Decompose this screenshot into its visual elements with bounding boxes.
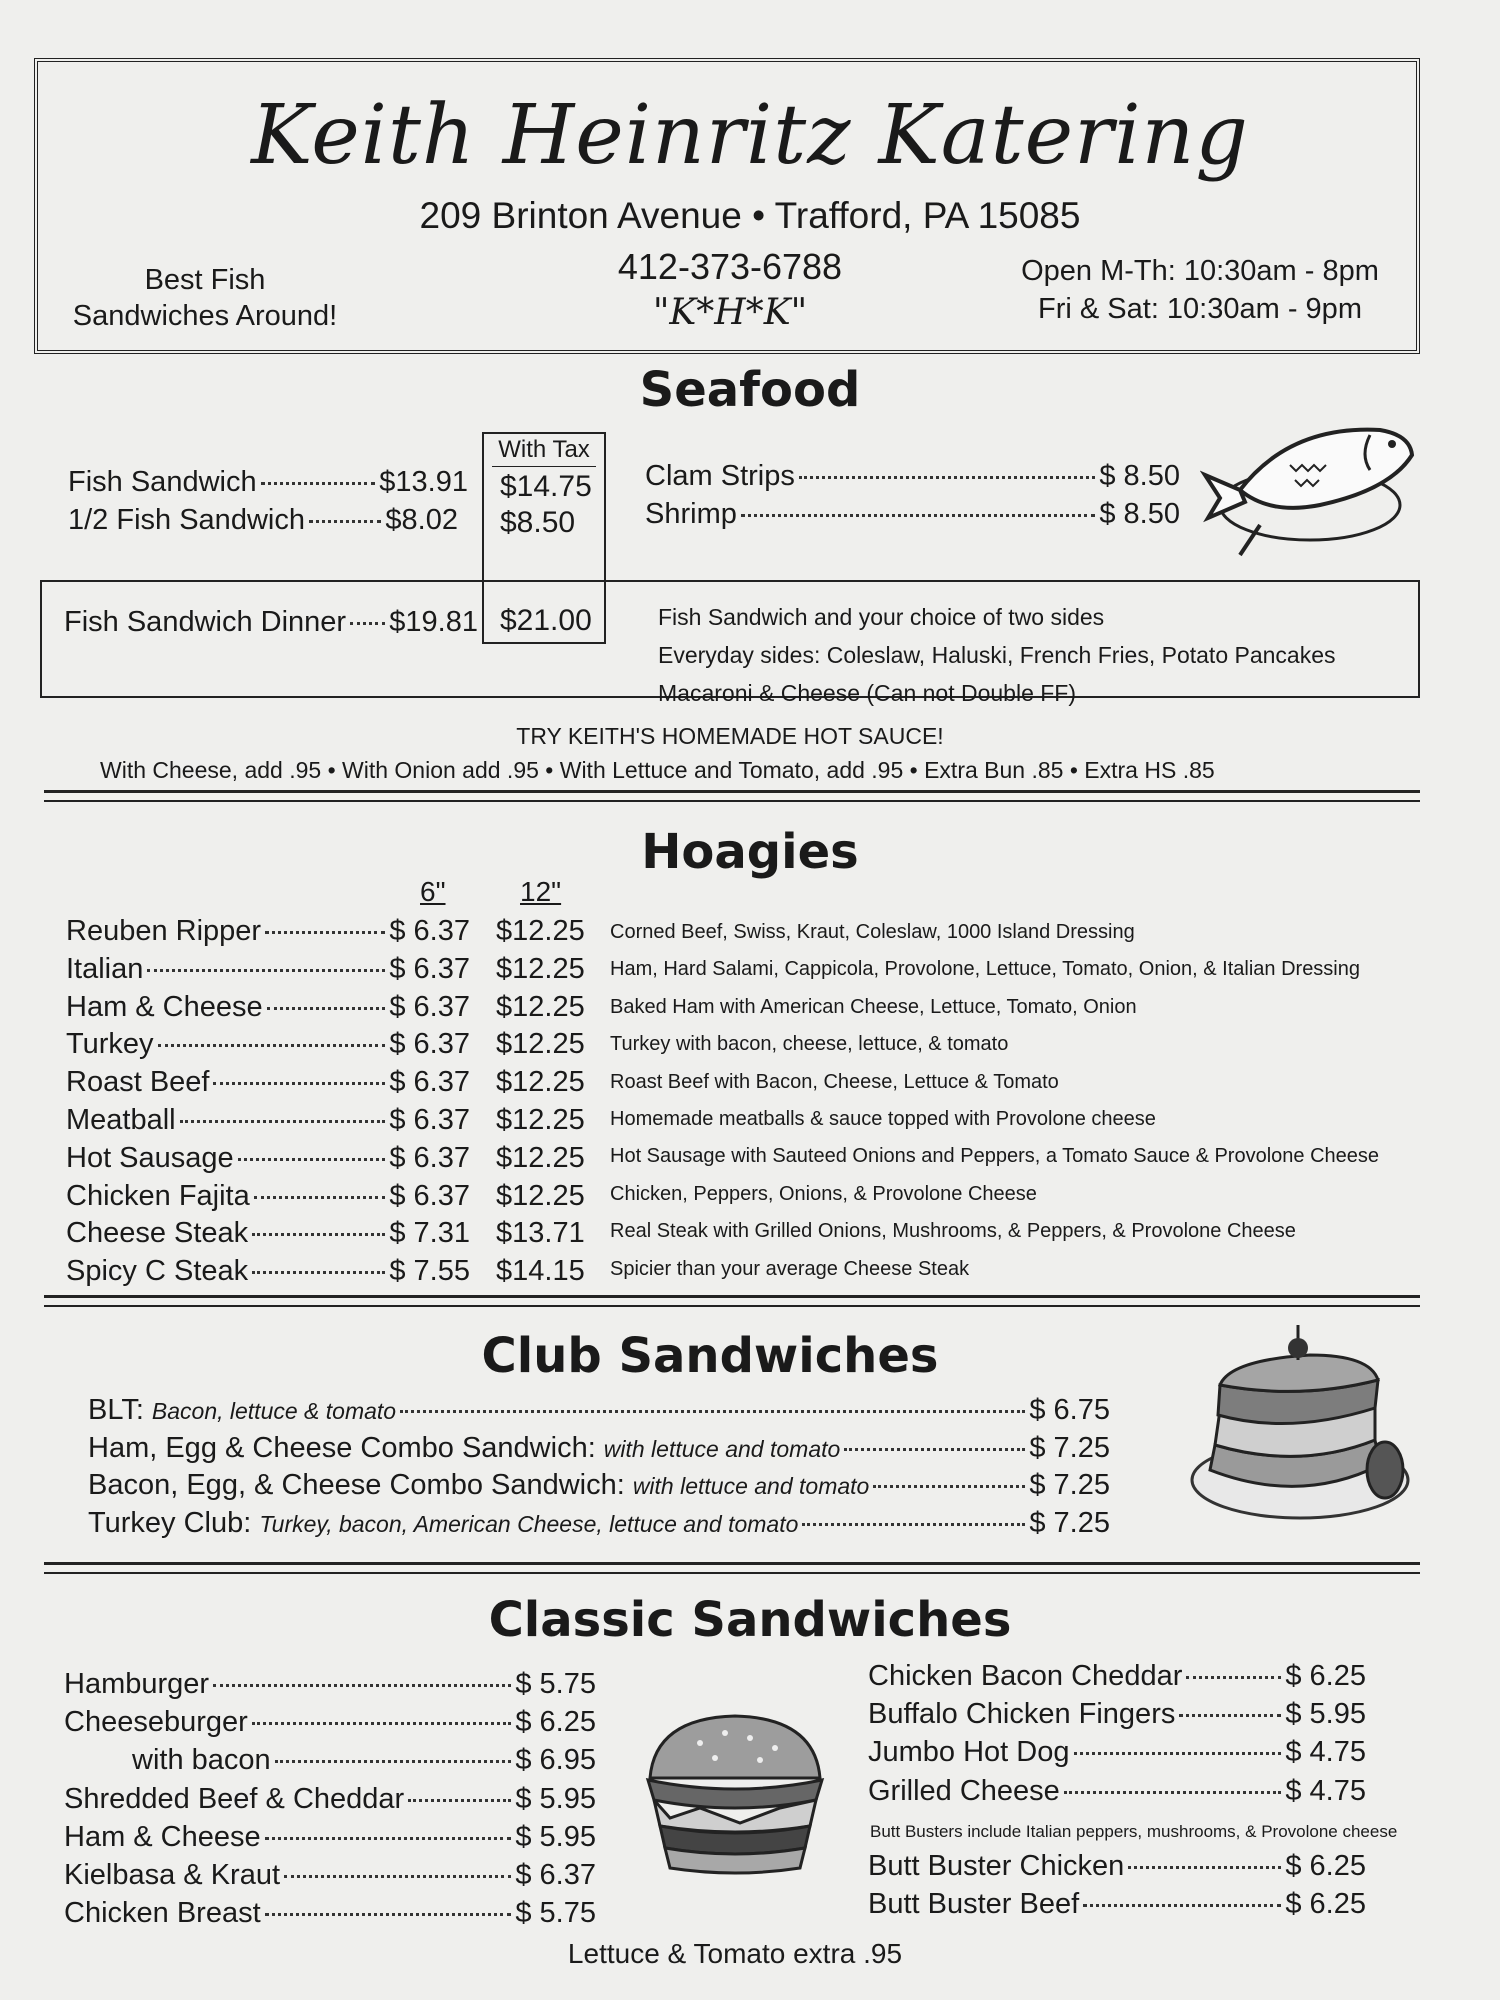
item-price: $ 5.75 xyxy=(515,1668,596,1700)
hoagie-price-12: $13.71 xyxy=(496,1217,585,1250)
seafood-tax-price: $8.50 xyxy=(500,506,576,539)
item-name: Fish Sandwich Dinner xyxy=(64,606,347,638)
club-title: Club Sandwiches xyxy=(481,1328,939,1384)
item-price: $ 6.75 xyxy=(1029,1394,1110,1426)
hours-line: Fri & Sat: 10:30am - 9pm xyxy=(1038,293,1362,325)
hoagie-description: Hot Sausage with Sauteed Onions and Peppers, a Tomato Sauce & Provolone Cheese xyxy=(610,1145,1380,1168)
classic-item xyxy=(64,1821,596,1854)
item-name: Chicken Fajita xyxy=(66,1179,250,1212)
item-price: $ 5.95 xyxy=(1285,1698,1366,1731)
hoagie-description: Homemade meatballs & sauce topped with Provolone cheese xyxy=(610,1108,1156,1130)
item-price: $ 7.25 xyxy=(1029,1506,1110,1539)
item-name: Ham, Egg & Cheese Combo Sandwich: xyxy=(88,1431,596,1464)
classic-item xyxy=(868,1775,1366,1808)
hoagie-price-12: $12.25 xyxy=(496,915,585,947)
best-fish-slogan xyxy=(50,262,360,334)
leader-dots xyxy=(252,1233,385,1236)
classic-item xyxy=(868,1660,1366,1693)
dinner-desc-line: Fish Sandwich and your choice of two sides xyxy=(658,604,1105,630)
hoagie-price-12: $12.25 xyxy=(496,1028,585,1061)
item-price: $8.02 xyxy=(385,504,458,536)
hoagie-description: Turkey with bacon, cheese, lettuce, & tomato xyxy=(610,1033,1009,1056)
item-price: $ 7.31 xyxy=(389,1217,470,1250)
hours xyxy=(1000,252,1400,328)
butt-buster-item xyxy=(868,1888,1366,1921)
dinner-item xyxy=(64,606,478,639)
item-description: with lettuce and tomato xyxy=(632,1473,870,1499)
club-sandwich-illustration xyxy=(1180,1320,1410,1530)
hoagie-description: Spicier than your average Cheese Steak xyxy=(610,1257,970,1280)
hoagie-item xyxy=(66,1217,470,1250)
club-item xyxy=(88,1507,1110,1540)
item-price: $ 8.50 xyxy=(1099,498,1180,530)
leader-dots xyxy=(265,1913,512,1916)
leader-dots xyxy=(1179,1714,1281,1717)
slogan-line: Best Fish xyxy=(144,264,266,296)
leader-dots xyxy=(265,1837,512,1840)
item-price: $13.91 xyxy=(379,466,468,498)
hoagie-description: Corned Beef, Swiss, Kraut, Coleslaw, 1000 Island Dressing xyxy=(610,921,1135,943)
item-name: with bacon xyxy=(132,1744,271,1777)
hoagie-price-12: $12.25 xyxy=(496,1104,585,1136)
seafood-item xyxy=(68,466,468,499)
item-name: Kielbasa & Kraut xyxy=(64,1859,281,1891)
item-name: Hamburger xyxy=(64,1668,210,1700)
club-item xyxy=(88,1432,1110,1465)
item-price: $ 6.25 xyxy=(1285,1660,1366,1692)
leader-dots xyxy=(350,622,385,625)
item-price: $ 6.37 xyxy=(389,1179,470,1212)
dinner-tax-price: $21.00 xyxy=(500,604,592,637)
leader-dots xyxy=(213,1684,511,1687)
addons: With Cheese, add .95 • With Onion add .95 • With Lettuce and Tomato, add .95 • Extra Bun .85 • Extra HS .85 xyxy=(100,757,1215,783)
hoagie-price-12: $12.25 xyxy=(496,1141,585,1174)
item-price: $ 6.37 xyxy=(389,1028,470,1061)
item-name: Ham & Cheese xyxy=(64,1820,261,1853)
leader-dots xyxy=(1064,1791,1282,1794)
classic-item xyxy=(64,1744,596,1777)
classic-item xyxy=(868,1736,1366,1769)
hours-line: Open M-Th: 10:30am - 8pm xyxy=(1021,255,1379,287)
item-name: BLT: xyxy=(88,1394,144,1426)
leader-dots xyxy=(873,1485,1025,1488)
item-name: Fish Sandwich xyxy=(68,466,257,498)
hoagie-item xyxy=(66,953,470,986)
divider xyxy=(44,1562,1420,1574)
leader-dots xyxy=(158,1044,386,1047)
item-name: Bacon, Egg, & Cheese Combo Sandwich: xyxy=(88,1469,625,1501)
hoagie-description: Baked Ham with American Cheese, Lettuce, Tomato, Onion xyxy=(610,995,1137,1018)
hoagie-item xyxy=(66,1104,470,1137)
classic-item xyxy=(64,1783,596,1816)
item-price: $ 6.37 xyxy=(389,915,470,947)
butt-buster-note: Butt Busters include Italian peppers, mushrooms, & Provolone cheese xyxy=(870,1822,1398,1841)
leader-dots xyxy=(238,1158,386,1161)
item-name: Grilled Cheese xyxy=(868,1774,1060,1807)
hoagie-description: Chicken, Peppers, Onions, & Provolone Cheese xyxy=(610,1182,1037,1205)
item-price: $ 6.25 xyxy=(1285,1850,1366,1882)
item-name: Buffalo Chicken Fingers xyxy=(868,1698,1176,1731)
item-name: Reuben Ripper xyxy=(66,915,262,947)
item-price: $ 6.37 xyxy=(389,952,470,985)
hoagie-price-12: $12.25 xyxy=(496,990,585,1023)
club-item xyxy=(88,1469,1110,1502)
item-price: $ 6.37 xyxy=(515,1859,596,1891)
seafood-item xyxy=(645,498,1180,531)
hoagie-price-12: $12.25 xyxy=(496,952,585,985)
hoagie-description: Real Steak with Grilled Onions, Mushrooms, & Peppers, & Provolone Cheese xyxy=(610,1220,1296,1243)
item-price: $ 7.55 xyxy=(389,1255,470,1288)
leader-dots xyxy=(799,476,1096,479)
seafood-tax-price: $14.75 xyxy=(500,470,592,503)
item-name: Clam Strips xyxy=(645,460,795,492)
hoagie-price-12: $14.15 xyxy=(496,1255,585,1288)
divider xyxy=(44,1295,1420,1307)
tagline: "K*H*K" xyxy=(652,292,808,333)
item-price: $ 5.75 xyxy=(515,1897,596,1930)
dinner-desc-line: Everyday sides: Coleslaw, Haluski, French Fries, Potato Pancakes xyxy=(658,642,1336,668)
leader-dots xyxy=(408,1799,511,1802)
item-price: $ 6.37 xyxy=(389,1066,470,1099)
item-price: $ 6.37 xyxy=(389,1141,470,1174)
item-name: Turkey xyxy=(66,1028,154,1061)
size-12-header: 12" xyxy=(520,876,562,907)
leader-dots xyxy=(1186,1676,1281,1679)
seafood-item xyxy=(645,460,1180,493)
item-price: $ 7.25 xyxy=(1029,1431,1110,1464)
item-price: $ 6.95 xyxy=(515,1744,596,1777)
item-name: Roast Beef xyxy=(66,1066,210,1099)
item-name: Hot Sausage xyxy=(66,1141,234,1174)
divider xyxy=(44,790,1420,802)
item-price: $ 5.95 xyxy=(515,1782,596,1815)
item-price: $19.81 xyxy=(389,606,478,638)
item-description: Bacon, lettuce & tomato xyxy=(151,1398,397,1424)
item-price: $ 8.50 xyxy=(1099,460,1180,492)
classic-item xyxy=(64,1859,596,1892)
leader-dots xyxy=(254,1196,386,1199)
fish-illustration xyxy=(1200,410,1420,560)
leader-dots xyxy=(275,1760,512,1763)
address: 209 Brinton Avenue • Trafford, PA 15085 xyxy=(419,195,1081,236)
hoagie-item xyxy=(66,1066,470,1099)
item-name: Italian xyxy=(66,952,144,985)
item-name: Shrimp xyxy=(645,498,737,530)
item-price: $ 6.37 xyxy=(389,990,470,1023)
size-6-header: 6" xyxy=(420,876,446,907)
item-name: Meatball xyxy=(66,1104,176,1136)
leader-dots xyxy=(180,1120,386,1123)
leader-dots xyxy=(1128,1866,1281,1869)
leader-dots xyxy=(802,1523,1025,1526)
slogan-line: Sandwiches Around! xyxy=(72,300,338,332)
item-name: Chicken Bacon Cheddar xyxy=(868,1660,1183,1692)
item-name: Spicy C Steak xyxy=(66,1255,249,1288)
classic-item xyxy=(64,1897,596,1930)
business-name: Keith Heinritz Katering xyxy=(251,88,1249,183)
hoagie-description: Ham, Hard Salami, Cappicola, Provolone, Lettuce, Tomato, Onion, & Italian Dressing xyxy=(610,958,1360,981)
leader-dots xyxy=(1074,1752,1282,1755)
leader-dots xyxy=(252,1722,512,1725)
butt-buster-item xyxy=(868,1850,1366,1883)
leader-dots xyxy=(267,1007,386,1010)
with-tax-label: With Tax xyxy=(498,436,590,463)
item-name: Butt Buster Chicken xyxy=(868,1850,1125,1882)
item-price: $ 7.25 xyxy=(1029,1469,1110,1501)
item-name: 1/2 Fish Sandwich xyxy=(68,504,305,536)
leader-dots xyxy=(252,1271,385,1274)
item-price: $ 4.75 xyxy=(1285,1736,1366,1769)
dinner-desc-line: Macaroni & Cheese (Can not Double FF) xyxy=(658,680,1077,706)
with-tax-underline xyxy=(492,466,596,467)
leader-dots xyxy=(265,931,385,934)
seafood-title: Seafood xyxy=(639,362,861,418)
item-price: $ 4.75 xyxy=(1285,1774,1366,1807)
item-name: Shredded Beef & Cheddar xyxy=(64,1782,405,1815)
item-name: Butt Buster Beef xyxy=(868,1888,1080,1921)
seafood-item xyxy=(68,504,458,537)
hoagies-title: Hoagies xyxy=(641,824,859,880)
item-name: Cheeseburger xyxy=(64,1706,248,1739)
leader-dots xyxy=(284,1875,511,1878)
leader-dots xyxy=(400,1410,1025,1413)
item-name: Jumbo Hot Dog xyxy=(868,1736,1070,1769)
leader-dots xyxy=(147,969,385,972)
item-name: Ham & Cheese xyxy=(66,990,263,1023)
hoagie-item xyxy=(66,915,470,948)
hoagie-item xyxy=(66,1142,470,1175)
classic-title: Classic Sandwiches xyxy=(488,1592,1012,1648)
leader-dots xyxy=(1083,1904,1281,1907)
leader-dots xyxy=(261,482,376,485)
classic-item xyxy=(868,1698,1366,1731)
item-price: $ 6.25 xyxy=(515,1706,596,1739)
item-description: Turkey, bacon, American Cheese, lettuce and tomato xyxy=(259,1510,799,1537)
hoagie-item xyxy=(66,1180,470,1213)
hot-sauce-promo: TRY KEITH'S HOMEMADE HOT SAUCE! xyxy=(516,723,944,749)
item-name: Turkey Club: xyxy=(88,1506,252,1539)
hoagie-description: Roast Beef with Bacon, Cheese, Lettuce & Tomato xyxy=(610,1070,1059,1093)
hoagie-item xyxy=(66,991,470,1024)
leader-dots xyxy=(844,1448,1025,1451)
leader-dots xyxy=(741,514,1096,517)
leader-dots xyxy=(213,1082,385,1085)
leader-dots xyxy=(309,520,381,523)
hoagie-price-12: $12.25 xyxy=(496,1179,585,1212)
item-price: $ 6.37 xyxy=(389,1104,470,1136)
hoagie-item xyxy=(66,1028,470,1061)
classic-item xyxy=(64,1706,596,1739)
item-price: $ 5.95 xyxy=(515,1820,596,1853)
classic-item xyxy=(64,1668,596,1701)
item-name: Cheese Steak xyxy=(66,1217,249,1250)
item-name: Chicken Breast xyxy=(64,1897,261,1930)
lettuce-tomato-extra: Lettuce & Tomato extra .95 xyxy=(567,1938,903,1969)
item-price: $ 6.25 xyxy=(1285,1888,1366,1921)
club-item xyxy=(88,1394,1110,1427)
hoagie-price-12: $12.25 xyxy=(496,1066,585,1099)
phone-number: 412-373-6788 xyxy=(617,246,843,287)
hamburger-illustration xyxy=(640,1708,830,1878)
item-description: with lettuce and tomato xyxy=(603,1435,841,1462)
hoagie-item xyxy=(66,1255,470,1288)
dinner-description xyxy=(658,598,1336,712)
